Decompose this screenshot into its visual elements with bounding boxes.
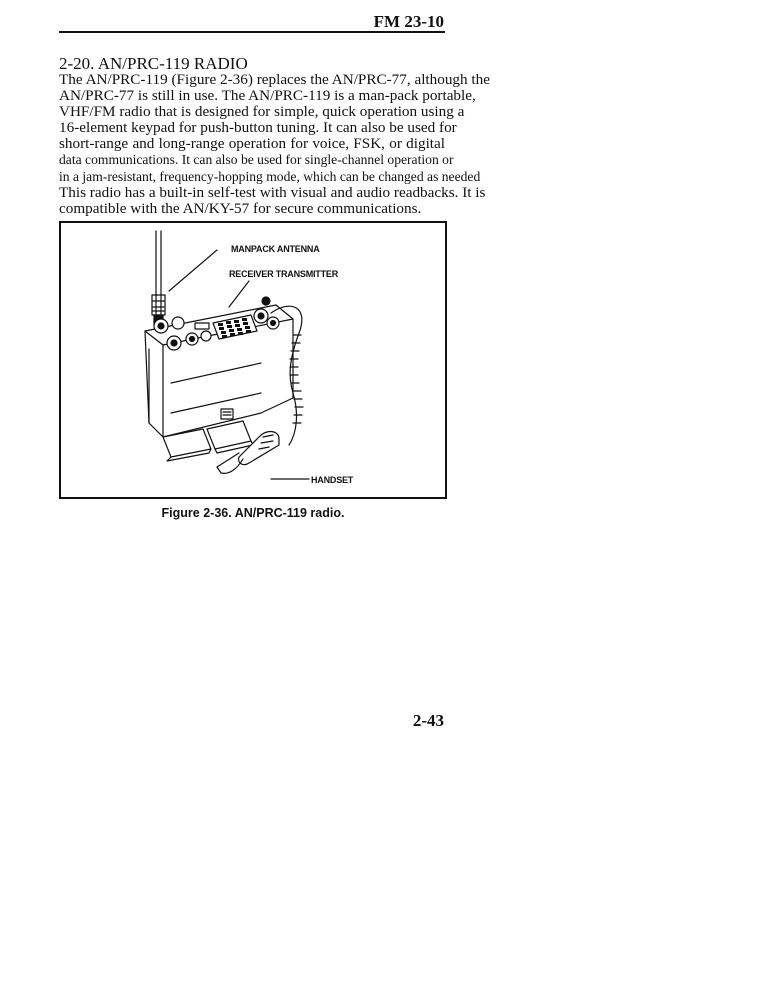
manpack-antenna-drawing	[152, 231, 165, 325]
page-number: 2-43	[412, 711, 444, 730]
body-line: AN/PRC-77 is still in use. The AN/PRC-119 is a man-pack portable,	[59, 87, 476, 105]
radio-illustration	[61, 223, 445, 497]
section-title: 2-20. AN/PRC-119 RADIO	[59, 54, 248, 73]
receiver-transmitter-callout-label: RECEIVER TRANSMITTER	[229, 269, 339, 279]
body-line: data communications. It can also be used for single-channel operation or	[59, 152, 454, 168]
figure-caption: Figure 2-36. AN/PRC-119 radio.	[161, 506, 345, 520]
body-line: in a jam-resistant, frequency-hopping mode, which can be changed as needed	[59, 168, 481, 184]
document-code: FM 23-10	[373, 12, 444, 31]
body-line: The AN/PRC-119 (Figure 2-36) replaces the AN/PRC-77, although the	[59, 71, 490, 88]
body-line: short-range and long-range operation for voice, FSK, or digital	[59, 135, 445, 153]
body-line: This radio has a built-in self-test with visual and audio readbacks. It is	[59, 183, 486, 201]
antenna-callout-label: MANPACK ANTENNA	[231, 244, 320, 254]
handset-callout-label: HANDSET	[311, 475, 354, 485]
header-rule	[59, 31, 445, 33]
body-line: VHF/FM radio that is designed for simple, quick operation using a	[59, 103, 465, 121]
section-body	[59, 71, 490, 217]
figure-frame	[59, 221, 447, 499]
body-line: compatible with the AN/KY-57 for secure communications.	[59, 199, 422, 217]
body-line: 16-element keypad for push-button tuning. It can also be used for	[59, 119, 457, 137]
